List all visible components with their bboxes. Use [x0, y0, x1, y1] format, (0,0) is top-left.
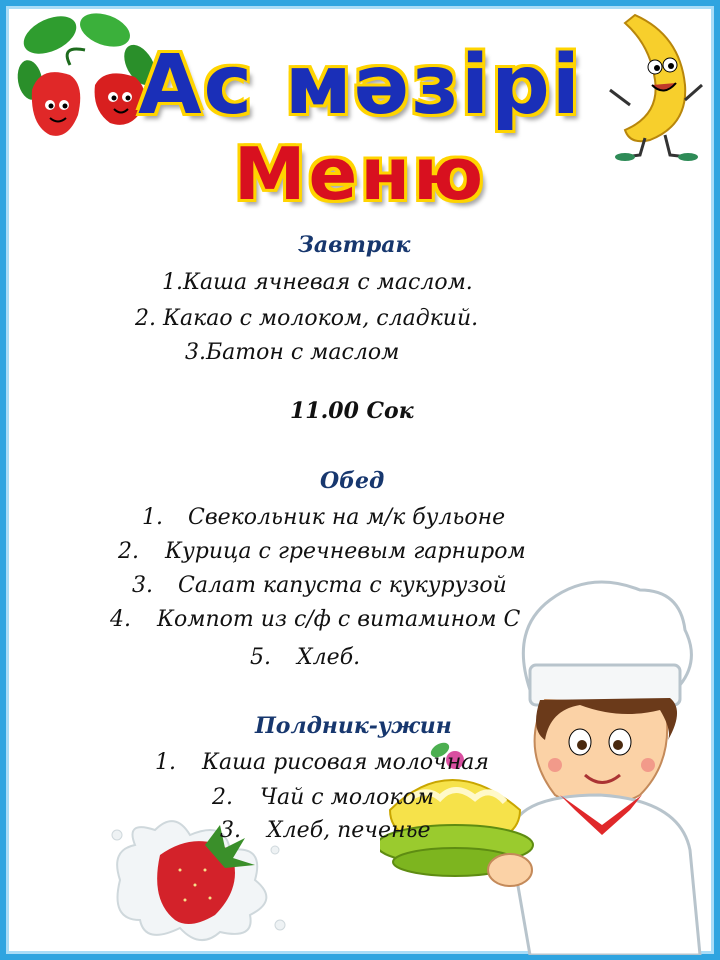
breakfast-item: 1.Каша ячневая с маслом. — [162, 270, 473, 295]
lunch-item-num: 2. — [118, 539, 139, 564]
dinner-heading: Полдник-ужин — [255, 713, 452, 739]
snack-line: 11.00 Сок — [290, 398, 414, 424]
breakfast-item: 2. Какао с молоком, сладкий. — [135, 306, 479, 331]
dinner-item-text: Хлеб, печенье — [267, 818, 431, 843]
dinner-item-num: 1. — [155, 750, 176, 775]
dinner-item-text: Чай с молоком — [260, 785, 434, 810]
breakfast-heading: Завтрак — [298, 232, 411, 258]
dinner-item-text: Каша рисовая молочная — [202, 750, 489, 775]
lunch-item-num: 1. — [142, 505, 163, 530]
lunch-item-text: Свекольник на м/к бульоне — [188, 505, 506, 530]
lunch-item-text: Курица с гречневым гарниром — [165, 539, 526, 564]
breakfast-item: 3.Батон с маслом — [185, 340, 400, 365]
lunch-heading: Обед — [320, 468, 385, 494]
lunch-item-num: 4. — [110, 607, 131, 632]
dinner-item-num: 2. — [212, 785, 233, 810]
title-russian: Меню — [233, 132, 487, 216]
lunch-item-text: Хлеб. — [297, 645, 361, 670]
lunch-item-text: Компот из с/ф с витамином С — [157, 607, 521, 632]
lunch-item-num: 3. — [132, 573, 153, 598]
dinner-item-num: 3. — [220, 818, 241, 843]
lunch-item-num: 5. — [250, 645, 271, 670]
lunch-item-text: Салат капуста с кукурузой — [178, 573, 507, 598]
title-kazakh: Ас мәзірі — [138, 38, 582, 133]
